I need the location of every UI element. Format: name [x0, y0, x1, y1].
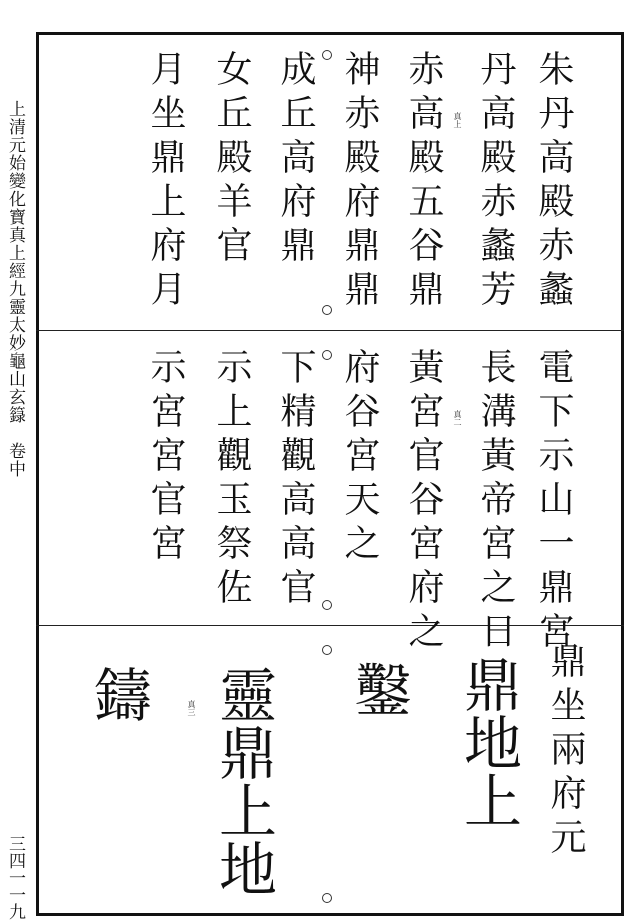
- seal-column: 鑄: [84, 665, 152, 723]
- seal-column: 鑿: [344, 660, 412, 718]
- margin-mark: 真二: [453, 410, 462, 426]
- seal-column: 月坐鼎上府月: [145, 50, 186, 314]
- seal-column: 朱丹高殿赤蠡: [533, 50, 574, 314]
- seal-column: 示宮宮官宮: [145, 348, 186, 568]
- seal-column: 府谷宮天之: [339, 348, 380, 568]
- seal-column: 成丘高府鼎: [275, 50, 316, 270]
- register-circle: [322, 600, 332, 610]
- register-circle: [322, 350, 332, 360]
- seal-column: 神赤殿府鼎鼎: [339, 50, 380, 314]
- seal-column: 鼎地上: [454, 655, 522, 829]
- book-title: 上清元始變化寶真上經九靈太妙龜山玄籙 卷中: [5, 100, 25, 478]
- seal-column: 靈鼎上地: [209, 665, 277, 897]
- register-circle: [322, 50, 332, 60]
- register-circle: [322, 645, 332, 655]
- seal-column: 赤高殿五谷鼎: [403, 50, 444, 314]
- seal-column: 丹高殿赤蠡芳: [475, 50, 516, 314]
- seal-column: 電下示山一鼎宮: [533, 348, 574, 656]
- margin-mark: 真上: [453, 112, 462, 128]
- margin-mark: 真三: [187, 700, 196, 716]
- page-number: 三四一一九: [5, 835, 25, 920]
- seal-column: 鼎坐兩府元: [545, 642, 586, 862]
- register-circle: [322, 305, 332, 315]
- section-divider-top: [36, 330, 624, 331]
- seal-column: 示上觀玉祭佐: [211, 348, 252, 612]
- seal-column: 黃宮官谷宮府之: [403, 348, 444, 656]
- register-circle: [322, 893, 332, 903]
- seal-column: 下精觀高高官: [275, 348, 316, 612]
- seal-column: 女丘殿羊官: [211, 50, 252, 270]
- seal-column: 長溝黃帝宮之日: [475, 348, 516, 656]
